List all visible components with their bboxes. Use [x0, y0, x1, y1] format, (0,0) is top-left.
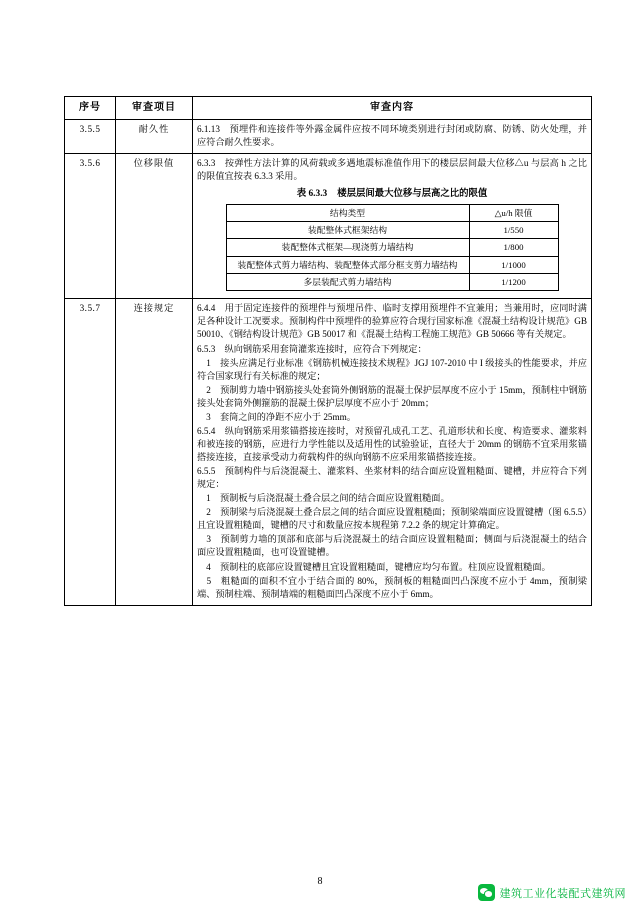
limit-values-table	[226, 204, 559, 292]
wechat-icon	[478, 884, 495, 901]
paragraph: 6.4.4 用于固定连接件的预埋件与预埋吊件、临时支撑用预埋件不宜兼用；当兼用时，应同时满足各种设计工况要求。预制构件中预埋件的验算应符合现行国家标准《混凝土结构设计规范》GB 50010、《钢结构设计规范》GB 50017 和《混凝土结构工程施工规范》GB 50666 等有关规定。	[197, 303, 587, 340]
paragraph: 6.3.3 按弹性方法计算的风荷载或多遇地震标准值作用下的楼层层间最大位移△u 与层高 h 之比的限值宜按表 6.3.3 采用。	[197, 158, 587, 182]
subtable-row	[226, 222, 558, 239]
subtable-row	[226, 274, 558, 291]
subtable-cell-limit: 1/1000	[469, 256, 558, 273]
subtable-cell-limit: 1/1200	[469, 274, 558, 291]
subtable-cell-limit: 1/550	[469, 222, 558, 239]
table-row	[65, 299, 592, 605]
paragraph: 2 预制剪力墙中钢筋接头处套筒外侧钢筋的混凝土保护层厚度不应小于 15mm，预制柱中钢筋接头处套筒外侧箍筋的混凝土保护层厚度不应小于 20mm；	[197, 384, 587, 408]
row-item: 位移限值	[116, 154, 193, 299]
row-content	[193, 154, 592, 299]
paragraph: 2 预制梁与后浇混凝土叠合层之间的结合面应设置粗糙面；预制梁端面应设置键槽（图 6.5.5）且宜设置粗糙面，键槽的尺寸和数量应按本规程第 7.2.2 条的规定计算确定。	[197, 507, 587, 531]
paragraph: 1 预制板与后浇混凝土叠合层之间的结合面应设置粗糙面。	[197, 493, 450, 504]
wechat-account-name: 建筑工业化装配式建筑网	[499, 887, 626, 900]
row-number: 3.5.6	[65, 154, 116, 299]
header-cell-item: 审查项目	[116, 97, 193, 120]
row-content	[193, 299, 592, 605]
page-number: 8	[317, 876, 323, 887]
row-number: 3.5.5	[65, 120, 116, 154]
subtable-number: 表 6.3.3	[296, 189, 328, 200]
subtable-caption	[197, 188, 587, 201]
row-content	[193, 120, 592, 154]
row-number: 3.5.7	[65, 299, 116, 605]
subtable-row	[226, 256, 558, 273]
paragraph: 3 预制剪力墙的顶部和底部与后浇混凝土的结合面应设置粗糙面；侧面与后浇混凝土的结合面应设置粗糙面，也可设置键槽。	[197, 534, 587, 558]
header-cell-no: 序号	[65, 97, 116, 120]
paragraph: 6.5.3 纵向钢筋采用套筒灌浆连接时，应符合下列规定：	[197, 343, 427, 354]
row-item: 连接规定	[116, 299, 193, 605]
wechat-account-badge[interactable]	[478, 884, 627, 901]
subtable-cell-type: 装配整体式框架—现浇剪力墙结构	[226, 239, 469, 256]
paragraph: 6.1.13 预埋件和连接件等外露金属件应按不同环境类别进行封闭或防腐、防锈、防火处理，并应符合耐久性要求。	[197, 124, 587, 148]
subtable-cell-limit: 1/800	[469, 239, 558, 256]
subtable-header-structure-type: 结构类型	[226, 204, 469, 221]
paragraph: 3 套筒之间的净距不应小于 25mm。	[197, 411, 356, 422]
paragraph: 6.5.4 纵向钢筋采用浆锚搭接连接时，对预留孔成孔工艺、孔道形状和长度、构造要求、灌浆料和被连接的钢筋，应进行力学性能以及适用性的试验验证，直径大于 20mm 的钢筋不宜采用浆锚搭接连接，直接承受动力荷载构件的纵向钢筋不应采用浆锚搭接连接。	[197, 425, 587, 463]
subtable-title: 楼层层间最大位移与层高之比的限值	[337, 189, 488, 200]
subtable-row	[226, 239, 558, 256]
table-row	[65, 154, 592, 299]
paragraph: 1 接头应满足行业标准《钢筋机械连接技术规程》JGJ 107-2010 中 I 级接头的性能要求，并应符合国家现行有关标准的规定；	[197, 357, 587, 381]
row-item: 耐久性	[116, 120, 193, 154]
subtable-header-limit: △u/h 限值	[469, 204, 558, 221]
subtable-cell-type: 多层装配式剪力墙结构	[226, 274, 469, 291]
table-header-row	[65, 97, 592, 120]
table-row	[65, 120, 592, 154]
subtable-cell-type: 装配整体式剪力墙结构、装配整体式部分框支剪力墙结构	[226, 256, 469, 273]
paragraph: 4 预制柱的底部应设置键槽且宜设置粗糙面，键槽应均匀布置。柱顶应设置粗糙面。	[197, 561, 551, 572]
header-cell-content: 审查内容	[193, 97, 592, 120]
review-table	[64, 96, 592, 606]
subtable-header-row	[226, 204, 558, 221]
subtable-cell-type: 装配整体式框架结构	[226, 222, 469, 239]
paragraph: 5 粗糙面的面积不宜小于结合面的 80%，预制板的粗糙面凹凸深度不应小于 4mm，预制梁端、预制柱端、预制墙端的粗糙面凹凸深度不应小于 6mm。	[197, 575, 587, 599]
paragraph: 6.5.5 预制构件与后浇混凝土、灌浆料、坐浆材料的结合面应设置粗糙面、键槽，并应符合下列规定：	[197, 466, 587, 490]
